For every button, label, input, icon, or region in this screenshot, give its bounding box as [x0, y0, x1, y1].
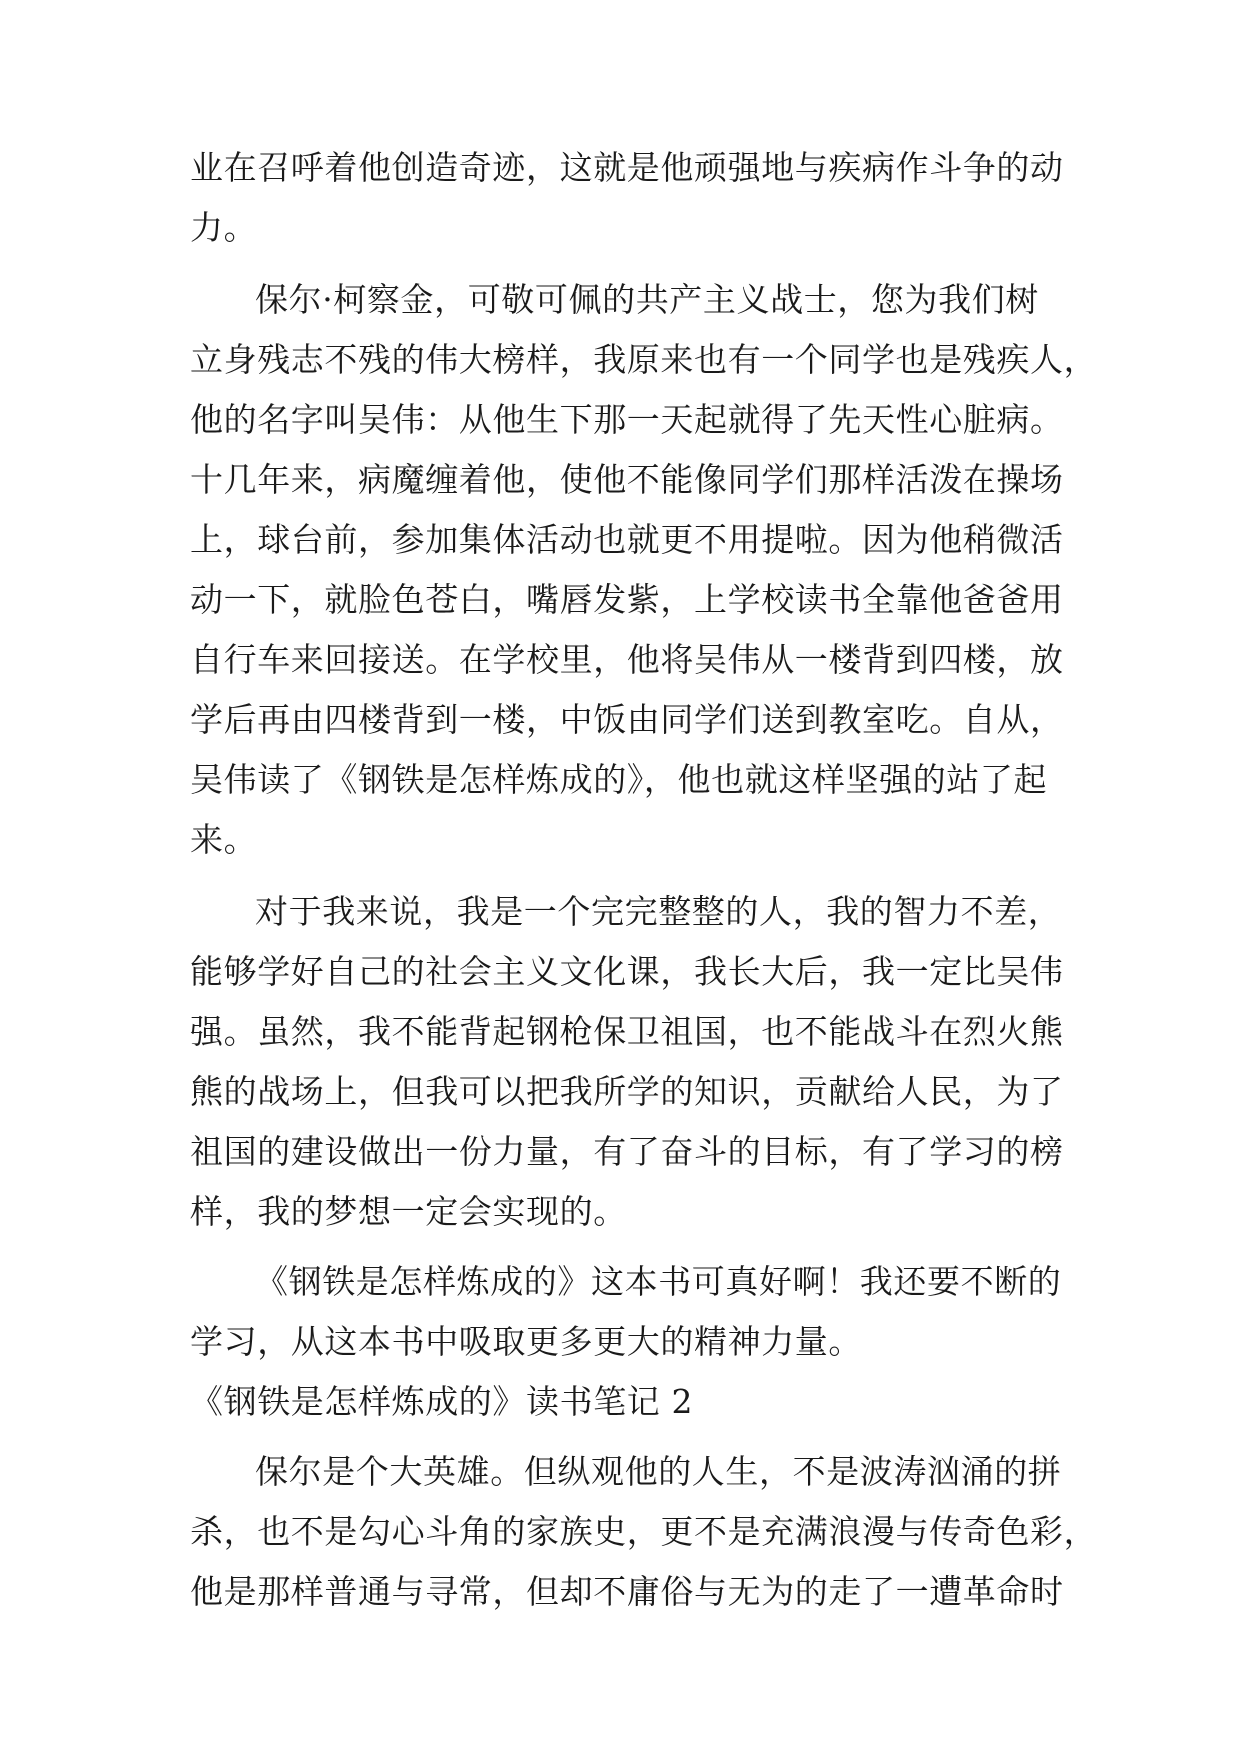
- text-line: 保尔是个大英雄。但纵观他的人生，不是波涛汹涌的拼: [255, 1452, 1062, 1491]
- text-line: 学习，从这本书中吸取更多更大的精神力量。: [190, 1322, 862, 1361]
- text-line: 学后再由四楼背到一楼，中饭由同学们送到教室吃。自从，: [190, 700, 1064, 739]
- text-line: 能够学好自己的社会主义文化课，我长大后，我一定比吴伟: [190, 952, 1064, 991]
- text-line: 来。: [190, 820, 258, 859]
- text-line: 《钢铁是怎样炼成的》这本书可真好啊！我还要不断的: [255, 1262, 1062, 1301]
- text-line: 他的名字叫吴伟：从他生下那一天起就得了先天性心脏病。: [190, 400, 1064, 439]
- text-line: 强。虽然，我不能背起钢枪保卫祖国，也不能战斗在烈火熊: [190, 1012, 1064, 1051]
- text-line: 祖国的建设做出一份力量，有了奋斗的目标，有了学习的榜: [190, 1132, 1064, 1171]
- text-line: 动一下，就脸色苍白，嘴唇发紫，上学校读书全靠他爸爸用: [190, 580, 1064, 619]
- text-line: 对于我来说，我是一个完完整整的人，我的智力不差，: [255, 892, 1062, 931]
- text-line: 杀，也不是勾心斗角的家族史，更不是充满浪漫与传奇色彩，: [190, 1512, 1098, 1551]
- text-line: 样，我的梦想一定会实现的。: [190, 1192, 627, 1231]
- text-line: 保尔·柯察金，可敬可佩的共产主义战士，您为我们树: [255, 280, 1039, 319]
- text-line: 他是那样普通与寻常，但却不庸俗与无为的走了一遭革命时: [190, 1572, 1064, 1611]
- text-line: 上，球台前，参加集体活动也就更不用提啦。因为他稍微活: [190, 520, 1064, 559]
- text-line: 自行车来回接送。在学校里，他将吴伟从一楼背到四楼，放: [190, 640, 1064, 679]
- text-line: 熊的战场上，但我可以把我所学的知识，贡献给人民，为了: [190, 1072, 1064, 1111]
- text-line: 十几年来，病魔缠着他，使他不能像同学们那样活泼在操场: [190, 460, 1064, 499]
- text-line: 力。: [190, 208, 258, 247]
- section-heading: 《钢铁是怎样炼成的》读书笔记 2: [190, 1382, 694, 1421]
- text-line: 吴伟读了《钢铁是怎样炼成的》，他也就这样坚强的站了起: [190, 760, 1048, 799]
- text-line: 立身残志不残的伟大榜样，我原来也有一个同学也是残疾人，: [190, 340, 1098, 379]
- text-line: 业在召呼着他创造奇迹，这就是他顽强地与疾病作斗争的动: [190, 148, 1064, 187]
